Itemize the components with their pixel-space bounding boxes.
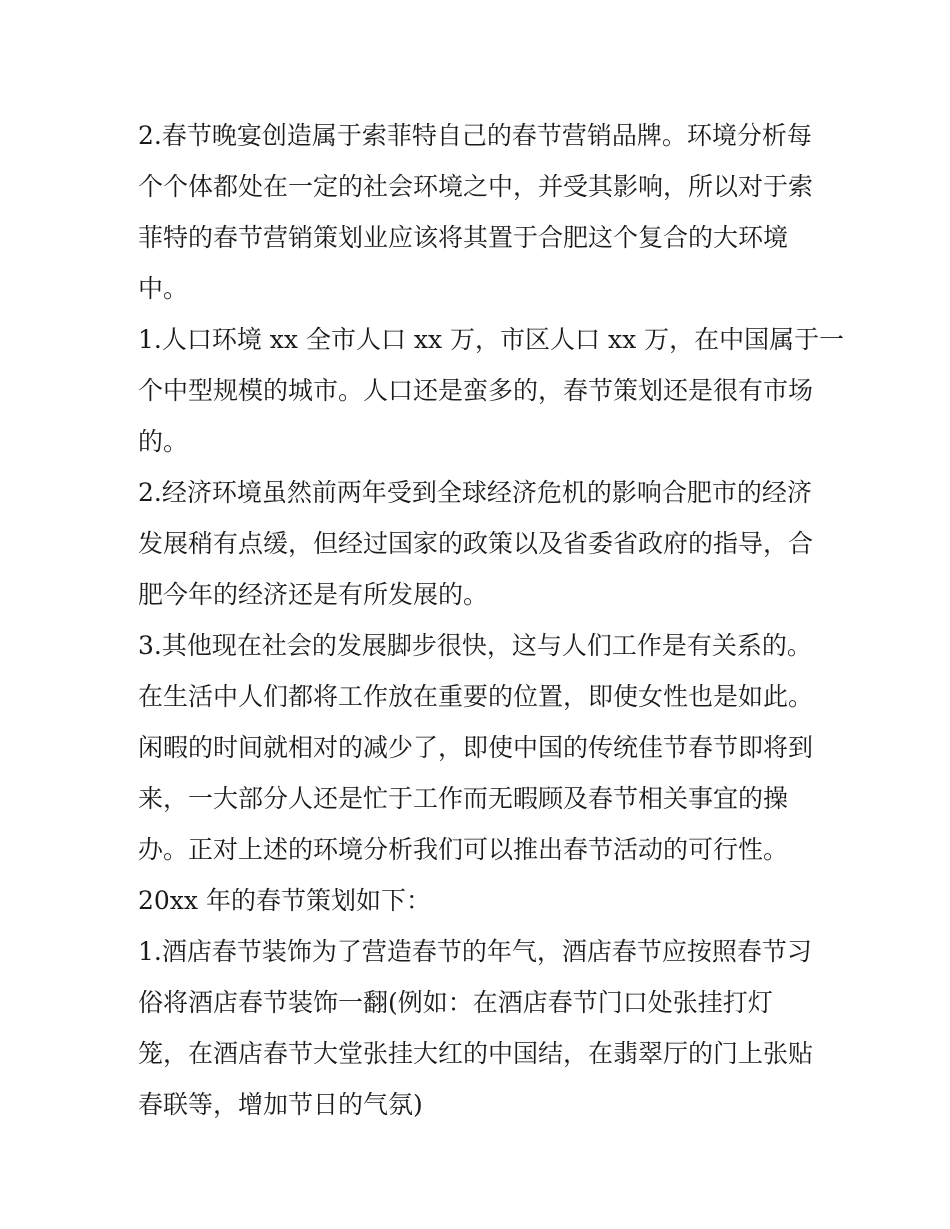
text-line: 春联等，增加节日的气氛)	[138, 1090, 423, 1119]
text-line: 菲特的春节营销策划业应该将其置于合肥这个复合的大环境	[138, 223, 789, 252]
text-line: 发展稍有点缓，但经过国家的政策以及省委省政府的指导，合	[138, 529, 814, 558]
text-line: 中。	[138, 274, 189, 303]
text-line: 肥今年的经济还是有所发展的。	[138, 580, 489, 609]
text-line: 在生活中人们都将工作放在重要的位置，即使女性也是如此。	[138, 682, 814, 711]
text-line: 办。正对上述的环境分析我们可以推出春节活动的可行性。	[138, 835, 789, 864]
text-line: 闲暇的时间就相对的减少了，即使中国的传统佳节春节即将到	[138, 733, 814, 762]
text-line: 1.人口环境 xx 全市人口 xx 万，市区人口 xx 万，在中国属于一	[138, 325, 845, 354]
text-line: 个中型规模的城市。人口还是蛮多的，春节策划还是很有市场	[138, 376, 814, 405]
text-line: 1.酒店春节装饰为了营造春节的年气，酒店春节应按照春节习	[138, 937, 812, 966]
text-line: 的。	[138, 427, 189, 456]
document-body	[138, 110, 845, 1130]
text-line: 2.春节晚宴创造属于索菲特自己的春节营销品牌。环境分析每	[138, 121, 812, 150]
text-line: 笼，在酒店春节大堂张挂大红的中国结，在翡翠厅的门上张贴	[138, 1039, 814, 1068]
text-line: 俗将酒店春节装饰一翻(例如：在酒店春节门口处张挂打灯	[138, 988, 773, 1017]
text-line: 3.其他现在社会的发展脚步很快，这与人们工作是有关系的。	[138, 631, 812, 660]
text-line: 来，一大部分人还是忙于工作而无暇顾及春节相关事宜的操	[138, 784, 789, 813]
text-line: 个个体都处在一定的社会环境之中，并受其影响，所以对于索	[138, 172, 814, 201]
text-line: 20xx 年的春节策划如下：	[138, 886, 431, 915]
text-line: 2.经济环境虽然前两年受到全球经济危机的影响合肥市的经济	[138, 478, 812, 507]
